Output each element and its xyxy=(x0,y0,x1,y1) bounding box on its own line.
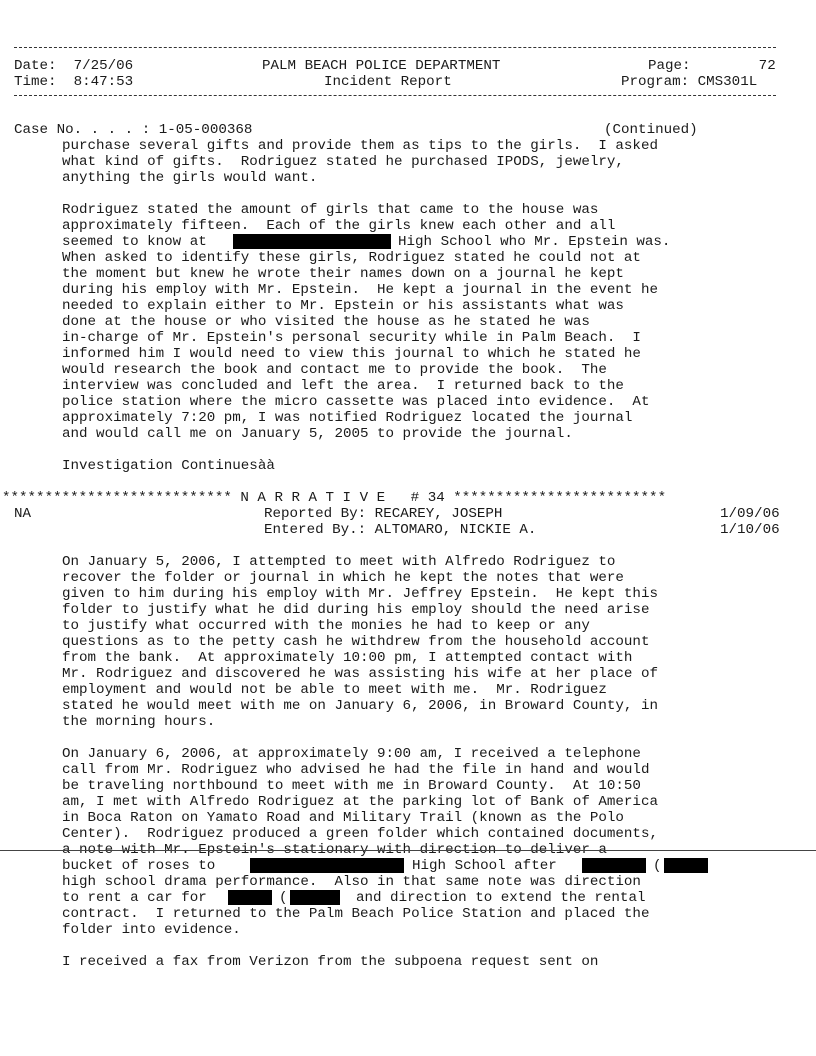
redaction-block xyxy=(290,890,340,905)
text-line: in-charge of Mr. Epstein's personal security while in Palm Beach. I xyxy=(62,330,641,346)
text-line: to justify what occurred with the monies he had to keep or any xyxy=(62,618,590,634)
text-line: to rent a car for xyxy=(62,890,207,906)
report-type: Incident Report xyxy=(324,74,452,90)
text-line: a note with Mr. Epstein's stationary with direction to deliver a xyxy=(62,842,607,858)
text-line: the moment but knew he wrote their names down on a journal he kept xyxy=(62,266,624,282)
text-line: police station where the micro cassette was placed into evidence. At xyxy=(62,394,650,410)
reported-by: Reported By: RECAREY, JOSEPH xyxy=(264,506,503,522)
text-line: Rodriguez stated the amount of girls that came to the house was xyxy=(62,202,599,218)
text-line: seemed to know at xyxy=(62,234,207,250)
text-line: the morning hours. xyxy=(62,714,216,730)
text-line: what kind of gifts. Rodriguez stated he purchased IPODS, jewelry, xyxy=(62,154,624,170)
text-line: contract. I returned to the Palm Beach Police Station and placed the xyxy=(62,906,650,922)
text-line: done at the house or who visited the house as he stated he was xyxy=(62,314,590,330)
redaction-block xyxy=(582,858,646,873)
text-line: bucket of roses to xyxy=(62,858,216,874)
text-line: anything the girls would want. xyxy=(62,170,318,186)
text-line: needed to explain either to Mr. Epstein or his assistants what was xyxy=(62,298,624,314)
text-line: and direction to extend the rental xyxy=(356,890,646,906)
text-line: High School who Mr. Epstein was. xyxy=(398,234,671,250)
text-line: purchase several gifts and provide them as tips to the girls. I asked xyxy=(62,138,658,154)
redaction-block xyxy=(664,858,708,873)
investigation-continues: Investigation Continuesàà xyxy=(62,458,275,474)
text-line: and would call me on January 5, 2005 to provide the journal. xyxy=(62,426,573,442)
text-line: High School after xyxy=(412,858,557,874)
text-line: On January 6, 2006, at approximately 9:00 am, I received a telephone xyxy=(62,746,641,762)
text-line: call from Mr. Rodriguez who advised he had the file in hand and would xyxy=(62,762,650,778)
report-date: Date: 7/25/06 xyxy=(14,58,134,74)
text-line: high school drama performance. Also in that same note was direction xyxy=(62,874,641,890)
reported-date: 1/09/06 xyxy=(720,506,780,522)
text-line: folder to justify what he did during his employ should the need arise xyxy=(62,602,650,618)
text-line: On January 5, 2006, I attempted to meet with Alfredo Rodriguez to xyxy=(62,554,616,570)
page-number: Page: 72 xyxy=(648,58,776,74)
text-line: be traveling northbound to meet with me in Broward County. At 10:50 xyxy=(62,778,641,794)
text-line: interview was concluded and left the area. I returned back to the xyxy=(62,378,624,394)
text-line: approximately fifteen. Each of the girls knew each other and all xyxy=(62,218,616,234)
paragraph-verizon: I received a fax from Verizon from the subpoena request sent on xyxy=(62,954,599,970)
redaction-block xyxy=(233,234,391,249)
redaction-block xyxy=(228,890,272,905)
strike-through-rule xyxy=(0,850,816,851)
header-bottom-rule xyxy=(14,95,776,96)
narrative-code: NA xyxy=(14,506,32,522)
text-line: When asked to identify these girls, Rodriguez stated he could not at xyxy=(62,250,641,266)
text-line: during his employ with Mr. Epstein. He kept a journal in the event he xyxy=(62,282,658,298)
continued-label: (Continued) xyxy=(604,122,698,138)
header-top-rule xyxy=(14,47,776,48)
text-line: from the bank. At approximately 10:00 pm, I attempted contact with xyxy=(62,650,633,666)
text-line: employment and would not be able to meet with me. Mr. Rodriguez xyxy=(62,682,607,698)
redaction-block xyxy=(250,858,404,873)
entered-by: Entered By.: ALTOMARO, NICKIE A. xyxy=(264,522,537,538)
text-line: Mr. Rodriguez and discovered he was assisting his wife at her place of xyxy=(62,666,658,682)
text-line: would research the book and contact me to provide the book. The xyxy=(62,362,607,378)
text-line: informed him I would need to view this journal to which he stated he xyxy=(62,346,641,362)
entered-date: 1/10/06 xyxy=(720,522,780,538)
text-line: approximately 7:20 pm, I was notified Rodriguez located the journal xyxy=(62,410,633,426)
department-name: PALM BEACH POLICE DEPARTMENT xyxy=(262,58,501,74)
text-line: folder into evidence. xyxy=(62,922,241,938)
text-line: Center). Rodriguez produced a green folder which contained documents, xyxy=(62,826,658,842)
program-code: Program: CMS301L xyxy=(621,74,758,90)
narrative-banner: *************************** N A R R A T I V E # 34 ************************* xyxy=(2,490,667,506)
text-line: stated he would meet with me on January 6, 2006, in Broward County, in xyxy=(62,698,658,714)
text-line: given to him during his employ with Mr. Jeffrey Epstein. He kept this xyxy=(62,586,658,602)
text-line: ( xyxy=(279,890,288,906)
text-line: ( xyxy=(653,858,662,874)
text-line: questions as to the petty cash he withdrew from the household account xyxy=(62,634,650,650)
text-line: in Boca Raton on Yamato Road and Military Trail (known as the Polo xyxy=(62,810,624,826)
report-time: Time: 8:47:53 xyxy=(14,74,134,90)
text-line: recover the folder or journal in which he kept the notes that were xyxy=(62,570,624,586)
case-number: Case No. . . . : 1-05-000368 xyxy=(14,122,253,138)
text-line: am, I met with Alfredo Rodriguez at the parking lot of Bank of America xyxy=(62,794,658,810)
